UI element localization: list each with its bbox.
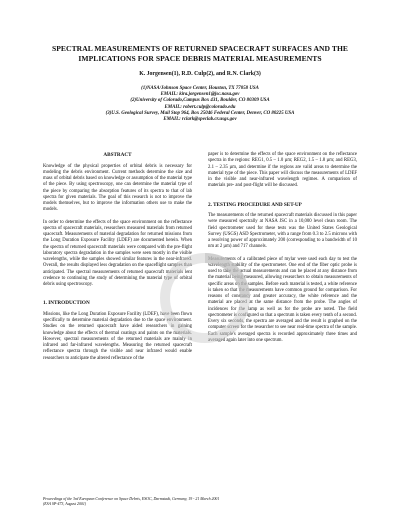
affiliation-email: EMAIL: kira.jorgensen1@jsc.nasa.gov bbox=[160, 92, 240, 98]
intro-continued-paragraph: paper is to determine the effects of the space environment on the reflectance spectra in the regions: REG1, 0.5 – 1.0 µm; REG2, 1.5 – 1.8 µm; and REG3, 2.1 – 2.35 µm, and determine if the regions are valid areas to determine the material type of the piece. This paper will discuss the measurements of LDEF in the visible and near-infrared wavelength regimes. A comparison of materials pre- and post-flight will be discussed. bbox=[208, 152, 357, 189]
section-heading-introduction: 1. INTRODUCTION bbox=[43, 300, 90, 307]
affiliation-line: (1)NASA/Johnson Space Center, Houston, TX 77058 USA bbox=[141, 86, 259, 91]
affiliations bbox=[40, 86, 360, 123]
testing-paragraph: Measurements of a calibrated piece of mylar were used each day to test the wavelength stability of the spectrometer. One end of the fiber optic probe is used to take the actual measurements and can be placed at any distance from the material being measured, allowing researchers to obtain measurements of specific areas on the samples. Before each material is tested, a white reference is taken so that the measurements have common ground for comparison. For reasons of constancy and greater accuracy, the white reference and the material are placed at the same distance from the probe. The angles of incidences for the lamp as well as for the probe are noted. The field spectrometer is configured so that a spectrum is taken every tenth of a second. Every six seconds, the spectra are averaged and the result is graphed on the computer screen for the researcher to see near real-time spectra of the sample. Each sample's averaged spectra is recorded approximately three times and averaged again later into one spectrum. bbox=[208, 256, 357, 343]
proceedings-note: Proceedings of the 3rd European Conference on Space Debris, ESOC, Darmstadt, Germany, 19 - 21 March 2001 bbox=[43, 497, 220, 501]
paper-title: SPECTRAL MEASUREMENTS OF RETURNED SPACECRAFT SURFACES AND THE IMPLICATIONS FOR SPACE DEBRIS MATERIAL MEASUREMENTS bbox=[51, 44, 349, 63]
abstract-heading: ABSTRACT bbox=[103, 152, 132, 158]
abstract-paragraph: In order to determine the effects of the space environment on the reflectance spectra of spacecraft materials, researchers measured materials from returned spacecraft. Measurements of material degradation for returned missions from the Long Duration Exposure Facility (LDEF) are documented herein. When the spectra of returned spacecraft materials were compared with the pre-flight laboratory spectra degradation in the samples were seen mostly in the visible wavelengths, while the samples showed similar features in the near-infrared. Overall, the results displayed less degradation on the spaceflight samples than anticipated. The spectral measurements of returned spacecraft materials lent credence to continuing the study of determining the material type of orbital debris using spectroscopy. bbox=[43, 219, 192, 287]
affiliation-line: (3)U.S. Geological Survey, Mail Stop 964, Box 25046 Federal Center, Denver, CO 80225 USA bbox=[105, 110, 295, 116]
section-heading-testing: 2. TESTING PROCEDURE AND SET-UP bbox=[208, 201, 302, 208]
left-column bbox=[43, 152, 192, 368]
affiliation-email: EMAIL: rclark@speclab.cr.usgs.gov bbox=[163, 117, 237, 123]
page-footer bbox=[43, 497, 363, 507]
abstract-paragraph: Knowledge of the physical properties of orbital debris is necessary for modeling the debris environment. Current methods determine the size and mass of orbital debris based on knowledge or assumption of the material type of the piece. By using spectroscopy, one can determine the material type of the piece by comparing the absorption features of its spectra to that of lab spectra for given materials. The goal of this research is not to improve the models themselves, but to improve the information others use to make the models. bbox=[43, 163, 192, 213]
intro-paragraph: Missions, like the Long Duration Exposure Facility (LDEF), have been flown specifically to determine material degradation due to the space environment. Studies on the returned spacecraft have aided researchers in gaining knowledge about the effects of thermal coatings and paints on the materials. However, spectral measurements of the returned materials are mainly in infrared and far-infrared wavelengths. Measuring the returned spacecraft reflectance spectra through the visible and near infrared would enable researchers to anticipate the altered reflectance of the bbox=[43, 311, 192, 361]
affiliation-email: EMAIL: robert.culp@colorado.edu bbox=[164, 104, 236, 110]
right-column bbox=[208, 152, 357, 350]
testing-paragraph: The measurements of the returned spacecraft materials discussed in this paper were measured spectrally at NASA JSC in a 10,000 level clean room. The field spectrometer used for these tests was the United States Geological Survey (USGS) ASD Spectrometer, with a range from 0.3 to 2.5 microns with a resolving power of approximately 200 (corresponding to a bandwidth of 10 nm at 2 µm) and 717 channels. bbox=[208, 213, 357, 250]
author-list: K. Jorgensen(1), R.D. Culp(2), and R.N. Clark(3) bbox=[139, 71, 261, 77]
publication-note: (ESA SP-473, August 2001) bbox=[43, 501, 87, 506]
affiliation-line: (2)University of Colorado,Campus Box 431, Boulder, CO 80309 USA bbox=[130, 98, 270, 104]
